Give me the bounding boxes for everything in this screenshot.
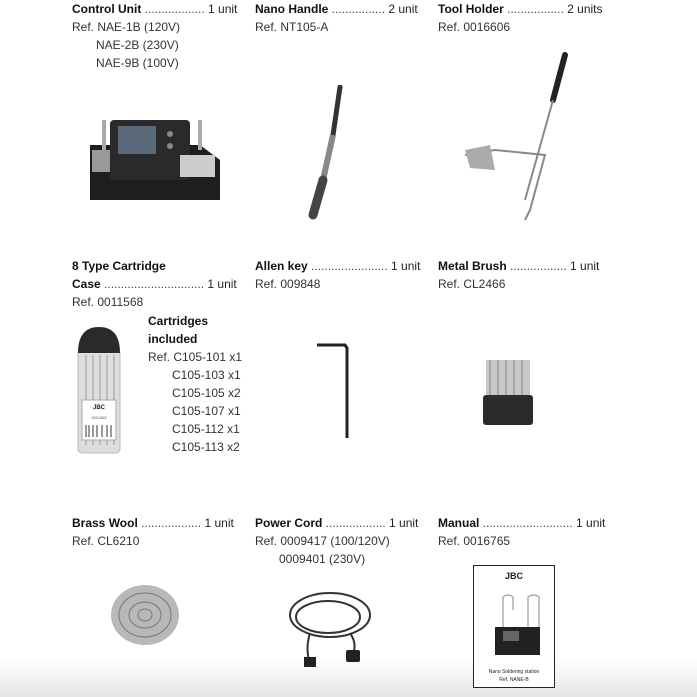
item-ref: NAE-9B (100V) (96, 56, 179, 70)
brass-wool-image (105, 580, 185, 650)
allen-key-image (315, 340, 355, 445)
cartridge-ref: C105-113 x2 (172, 440, 240, 454)
manual-title: Nano Soldering station (488, 669, 540, 675)
power-cord-image (280, 585, 380, 670)
item-qty: 1 unit (385, 516, 419, 530)
item-name: Manual (438, 516, 480, 530)
item-ref: 0009401 (230V) (279, 552, 366, 566)
metal-brush-image (480, 355, 540, 430)
leader-dots: ....................... (307, 259, 388, 273)
item-name: Control Unit (72, 2, 142, 16)
item-name: Tool Holder (438, 2, 504, 16)
item-name: Metal Brush (438, 259, 507, 273)
control-unit-image (80, 100, 230, 205)
item-ref: Ref. CL6210 (72, 534, 140, 548)
item-metal-brush (438, 257, 613, 293)
item-qty: 2 units (563, 2, 603, 16)
cartridges-heading: Cartridges (148, 314, 209, 328)
item-name: 8 Type Cartridge (72, 259, 166, 273)
cartridge-ref: C105-112 x1 (172, 422, 240, 436)
leader-dots: ................. (506, 259, 567, 273)
item-ref: Ref. NAE-1B (120V) (72, 20, 181, 34)
nano-handle-image (295, 85, 355, 225)
leader-dots: .............................. (100, 277, 205, 291)
leader-dots: ........................... (479, 516, 573, 530)
item-qty: 1 unit (572, 516, 606, 530)
item-tool-holder (438, 0, 613, 36)
item-name: Allen key (255, 259, 308, 273)
item-ref: Ref. 0009417 (100/120V) (255, 534, 390, 548)
item-manual (438, 514, 613, 550)
tool-holder-image (455, 50, 585, 230)
item-name: Brass Wool (72, 516, 138, 530)
case-ref: 0011568 (91, 415, 107, 420)
item-cartridge-case (72, 257, 247, 311)
item-qty: 1 unit (201, 516, 234, 530)
item-brass-wool (72, 514, 247, 550)
leader-dots: ................. (503, 2, 564, 16)
item-ref: Ref. 0016765 (438, 534, 511, 548)
item-ref: Ref. NT105-A (255, 20, 329, 34)
item-ref: Ref. CL2466 (438, 277, 506, 291)
item-control-unit (72, 0, 247, 72)
leader-dots: .................. (141, 2, 205, 16)
cartridge-ref: C105-107 x1 (172, 404, 241, 418)
item-name: Nano Handle (255, 2, 329, 16)
cartridge-ref: Ref. C105-101 x1 (148, 350, 243, 364)
item-name: Case (72, 277, 101, 291)
item-qty: 1 unit (204, 277, 237, 291)
manual-ref: Ref. NANE-B (499, 677, 529, 683)
item-allen-key (255, 257, 430, 293)
item-power-cord (255, 514, 430, 568)
cartridges-included (148, 312, 242, 456)
case-brand: JBC (92, 405, 106, 411)
cartridge-ref: C105-103 x1 (172, 368, 241, 382)
item-name: Power Cord (255, 516, 323, 530)
item-qty: 1 unit (204, 2, 238, 16)
item-ref: Ref. 0011568 (72, 295, 144, 309)
cartridges-heading: included (148, 332, 198, 346)
item-ref: Ref. 0016606 (438, 20, 511, 34)
leader-dots: ................ (328, 2, 386, 16)
leader-dots: .................. (137, 516, 202, 530)
cartridge-case-image (74, 325, 124, 455)
item-qty: 2 unit (385, 2, 418, 16)
item-ref: Ref. 009848 (255, 277, 321, 291)
item-qty: 1 unit (566, 259, 600, 273)
item-nano-handle (255, 0, 430, 36)
manual-brand: JBC (504, 571, 524, 581)
item-qty: 1 unit (387, 259, 421, 273)
cartridge-ref: C105-105 x2 (172, 386, 241, 400)
leader-dots: .................. (322, 516, 386, 530)
item-ref: NAE-2B (230V) (96, 38, 179, 52)
manual-cover-image (473, 565, 555, 689)
